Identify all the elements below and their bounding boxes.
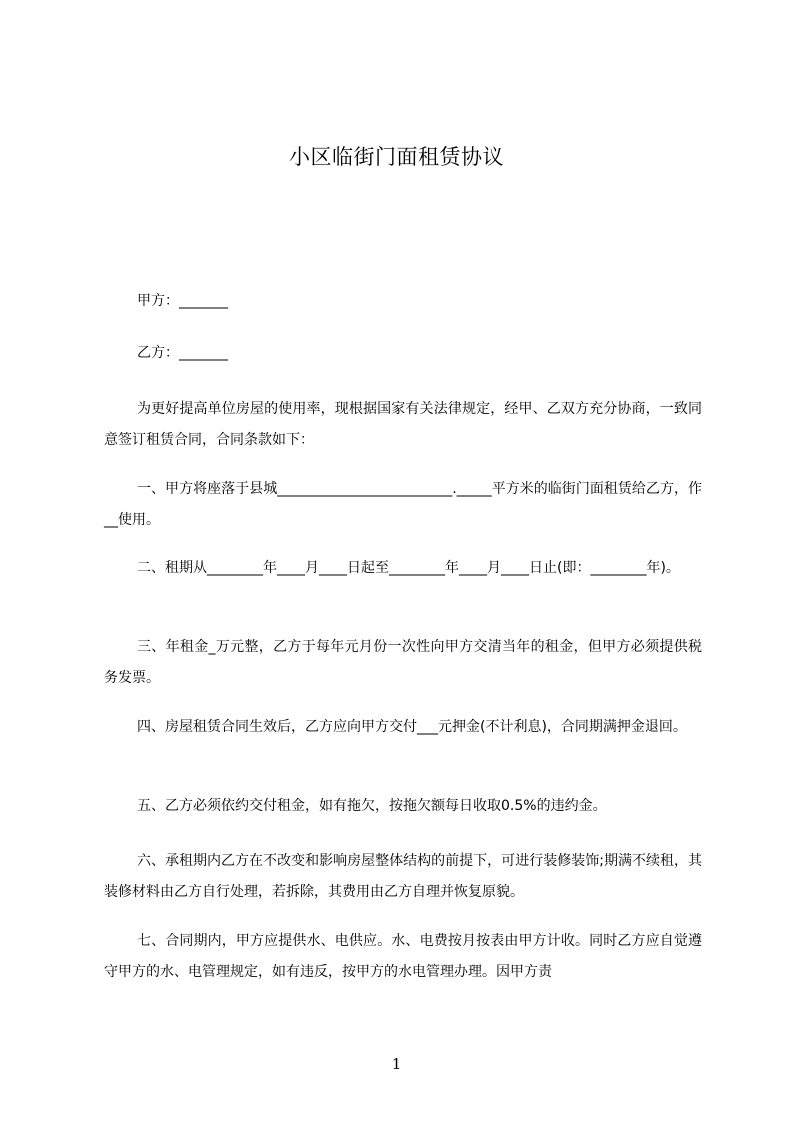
clause-3: 三、年租金_万元整，乙方于每年元月份一次性向甲方交清当年的租金，但甲方必须提供税务发票。 (104, 639, 702, 686)
clause-6: 六、承租期内乙方在不改变和影响房屋整体结构的前提下，可进行装修装饰;期满不续租，其装修材料由乙方自行处理，若拆除，其费用由乙方自理并恢复原貌。 (104, 853, 702, 900)
intro-paragraph: 为更好提高单位房屋的使用率，现根据国家有关法律规定，经甲、乙双方充分协商，一致同意签订租赁合同，合同条款如下： (104, 401, 702, 448)
clause-5: 五、乙方必须依约交付租金，如有拖欠，按拖欠额每日收取0.5%的违约金。 (137, 798, 607, 814)
party-a-line: 甲方：_______ (137, 293, 228, 309)
party-b-line: 乙方：_______ (137, 345, 228, 361)
clause-7: 七、合同期内，甲方应提供水、电供应。水、电费按月按表由甲方计收。同时乙方应自觉遵守甲方的水、电管理规定，如有违反，按甲方的水电管理办理。因甲方责 (104, 933, 702, 980)
clause-2: 二、租期从________年____月____日起至________年____月____日止(即：________年)。 (137, 560, 680, 576)
page-number: 1 (391, 1055, 402, 1073)
clause-4: 四、房屋租赁合同生效后，乙方应向甲方交付___元押金(不计利息)，合同期满押金退回。 (137, 719, 687, 735)
document-title: 小区临街门面租赁协议 (289, 145, 504, 169)
clause-1: 一、甲方将座落于县城_________________________._____平方米的临街门面租赁给乙方，作__使用。 (104, 481, 702, 528)
